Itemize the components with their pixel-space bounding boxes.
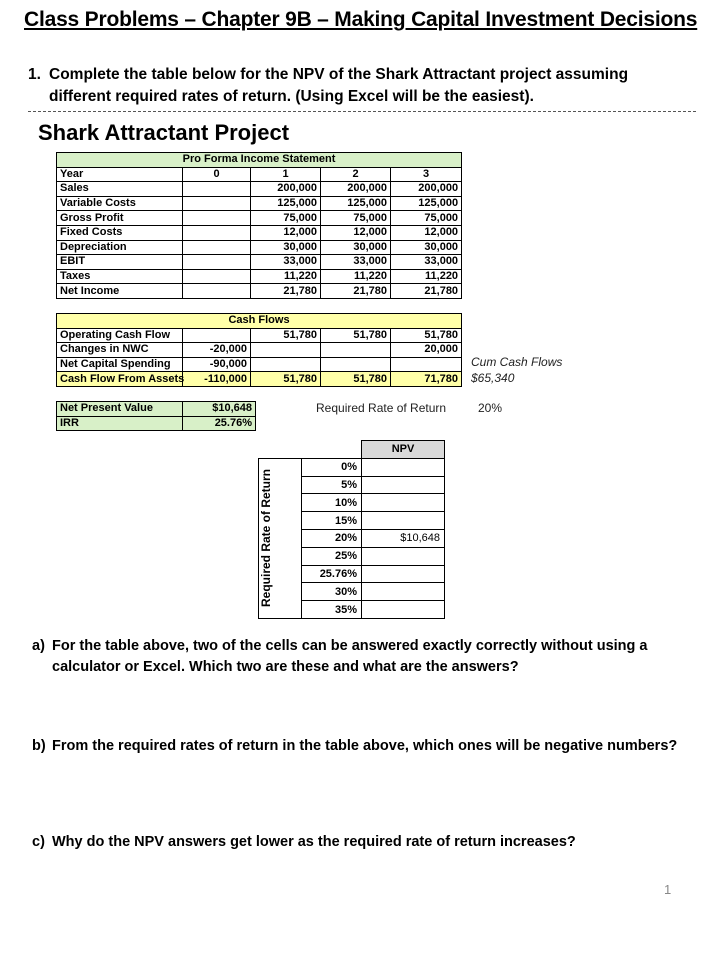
column-header: 1 [251, 167, 321, 182]
cell [183, 196, 251, 211]
cell: 51,780 [391, 328, 462, 343]
npv-value: $10,648 [183, 402, 256, 417]
row-label: Changes in NWC [57, 343, 183, 358]
cell: 200,000 [391, 182, 462, 197]
required-rate-value: 20% [478, 401, 503, 415]
cell [183, 240, 251, 255]
row-label: Net Capital Spending [57, 357, 183, 372]
cell: 125,000 [251, 196, 321, 211]
rate-cell: 15% [302, 512, 362, 530]
cell [183, 255, 251, 270]
npv-cell [362, 583, 445, 601]
cell: 30,000 [251, 240, 321, 255]
table-row [57, 182, 462, 197]
project-title: Shark Attractant Project [38, 120, 290, 145]
cell [183, 211, 251, 226]
table-row [57, 343, 462, 358]
question-1-text: Complete the table below for the NPV of the Shark Attractant project assuming different required rates of return. (Using Excel will be the easiest). [49, 66, 629, 105]
rate-cell: 0% [302, 458, 362, 476]
npv-cell [362, 547, 445, 565]
table-row [57, 284, 462, 299]
cell: 30,000 [321, 240, 391, 255]
rate-cell: 20% [302, 529, 362, 547]
cell [183, 225, 251, 240]
cell [251, 343, 321, 358]
rate-side-label: Required Rate of Return [259, 469, 273, 608]
cell: 21,780 [321, 284, 391, 299]
cell: 200,000 [251, 182, 321, 197]
row-label: Depreciation [57, 240, 183, 255]
cell: 71,780 [391, 372, 462, 387]
cell [183, 182, 251, 197]
rate-cell: 5% [302, 476, 362, 494]
table-row [57, 416, 256, 431]
cell: -90,000 [183, 357, 251, 372]
row-label: Sales [57, 182, 183, 197]
table-row [57, 328, 462, 343]
table-row [57, 402, 256, 417]
rate-cell: 25% [302, 547, 362, 565]
cell: 33,000 [251, 255, 321, 270]
row-label: Variable Costs [57, 196, 183, 211]
page-number: 1 [664, 882, 672, 897]
npv-cell [362, 565, 445, 583]
cell: 51,780 [251, 372, 321, 387]
cell [183, 284, 251, 299]
question-1 [28, 64, 688, 108]
cell: 30,000 [391, 240, 462, 255]
row-label: Net Income [57, 284, 183, 299]
question-b-number: b) [32, 738, 46, 754]
rate-cell: 10% [302, 494, 362, 512]
question-c-number: c) [32, 834, 45, 850]
cell: -110,000 [183, 372, 251, 387]
required-rate-label: Required Rate of Return [316, 401, 447, 415]
row-label: Taxes [57, 269, 183, 284]
npv-cell [362, 476, 445, 494]
question-1-number: 1. [28, 66, 41, 83]
column-header: 0 [183, 167, 251, 182]
table-row [259, 458, 445, 476]
row-label: Operating Cash Flow [57, 328, 183, 343]
cell [321, 343, 391, 358]
question-c [32, 832, 692, 853]
cell: 11,220 [251, 269, 321, 284]
cell: 33,000 [391, 255, 462, 270]
cell: 21,780 [251, 284, 321, 299]
cell [251, 357, 321, 372]
income-columns-row [57, 167, 462, 182]
question-a-text: For the table above, two of the cells can be answered exactly correctly without using a calculator or Excel. Which two are these and what are the answers? [52, 638, 648, 675]
question-a [32, 636, 692, 678]
cum-cash-flows-value: $65,340 [471, 371, 515, 385]
row-label: Fixed Costs [57, 225, 183, 240]
question-c-text: Why do the NPV answers get lower as the required rate of return increases? [52, 834, 576, 850]
npv-cell: $10,648 [362, 529, 445, 547]
cell: 12,000 [391, 225, 462, 240]
cell: 51,780 [321, 328, 391, 343]
npv-irr-table [56, 401, 256, 431]
cell: 11,220 [391, 269, 462, 284]
income-statement-header: Pro Forma Income Statement [57, 153, 462, 168]
cell: 12,000 [321, 225, 391, 240]
cum-cash-flows-label: Cum Cash Flows [471, 355, 563, 369]
question-b-text: From the required rates of return in the table above, which ones will be negative numbers? [52, 738, 678, 754]
table-row [57, 225, 462, 240]
cell: 11,220 [321, 269, 391, 284]
cell [183, 328, 251, 343]
row-label: EBIT [57, 255, 183, 270]
rate-cell: 35% [302, 601, 362, 619]
table-row [57, 211, 462, 226]
npv-cell [362, 512, 445, 530]
cell: 51,780 [321, 372, 391, 387]
row-label: Gross Profit [57, 211, 183, 226]
cell [321, 357, 391, 372]
column-header: 2 [321, 167, 391, 182]
income-statement-table [56, 152, 462, 299]
npv-cell [362, 601, 445, 619]
table-row [57, 357, 462, 372]
cell: 75,000 [321, 211, 391, 226]
cell: 125,000 [321, 196, 391, 211]
irr-label: IRR [57, 416, 183, 431]
npv-cell [362, 494, 445, 512]
table-row [57, 196, 462, 211]
cell: -20,000 [183, 343, 251, 358]
cell: 12,000 [251, 225, 321, 240]
cell: 33,000 [321, 255, 391, 270]
row-label: Cash Flow From Assets [57, 372, 183, 387]
cash-flows-table [56, 313, 462, 387]
question-b [32, 736, 692, 757]
cell [183, 269, 251, 284]
table-row [57, 240, 462, 255]
column-header: 3 [391, 167, 462, 182]
rate-cell: 30% [302, 583, 362, 601]
cell: 75,000 [391, 211, 462, 226]
rate-npv-table [258, 440, 445, 619]
cell: 75,000 [251, 211, 321, 226]
column-header: Year [57, 167, 183, 182]
table-row [57, 372, 462, 387]
irr-value: 25.76% [183, 416, 256, 431]
cash-flows-header: Cash Flows [57, 314, 462, 329]
npv-column-header: NPV [362, 441, 445, 459]
cell: 21,780 [391, 284, 462, 299]
question-a-number: a) [32, 638, 45, 654]
npv-cell [362, 458, 445, 476]
dashed-divider [28, 111, 696, 112]
npv-label: Net Present Value [57, 402, 183, 417]
cell: 20,000 [391, 343, 462, 358]
table-row [57, 255, 462, 270]
cell [391, 357, 462, 372]
cell: 125,000 [391, 196, 462, 211]
rate-cell: 25.76% [302, 565, 362, 583]
cell: 51,780 [251, 328, 321, 343]
cell: 200,000 [321, 182, 391, 197]
page-title: Class Problems – Chapter 9B – Making Capital Investment Decisions [24, 8, 698, 31]
table-row [57, 269, 462, 284]
